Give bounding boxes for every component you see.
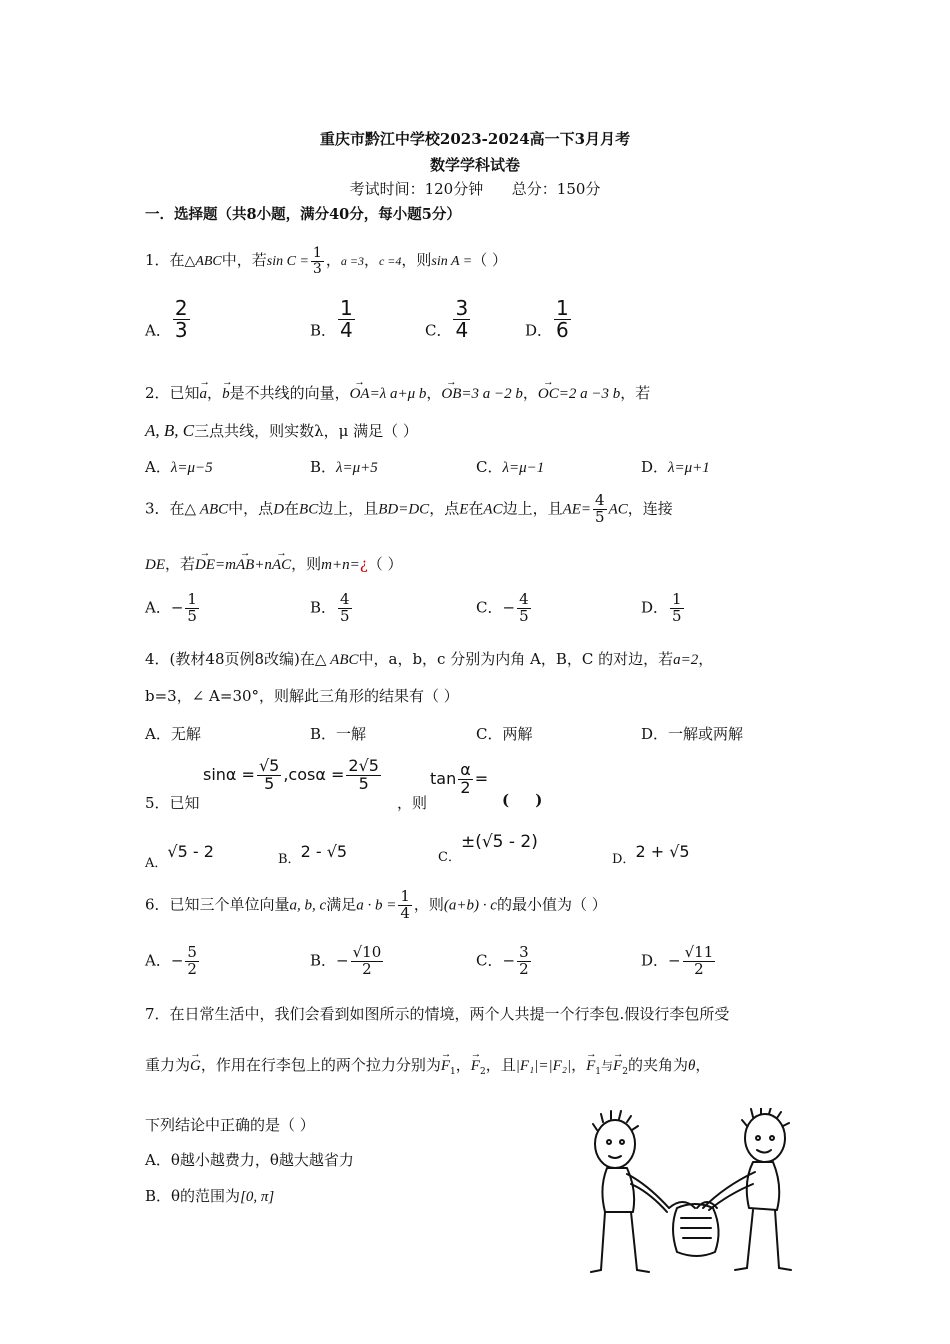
question-4-line1: 4．(教材48页例8改编)在△ ABC中，a，b，c 分别为内角 A，B，C 的对边，若a=2， (145, 650, 714, 668)
question-6: 6．已知三个单位向量a, b, c满足a · b = $\frac{1}{4}$ ，则(a+b) · c的最小值为（ ） (145, 887, 607, 922)
exam-subject: 数学学科试卷 (429, 156, 520, 174)
section-title: 一．选择题（共8小题，满分40分，每小题5分） (145, 206, 461, 223)
question-5-given: sinα = $\frac{√5}{5}$ ,cosα = $\frac{2√5}{5}$ (203, 756, 379, 793)
q2-option-d[interactable]: D．λ=μ+1 (641, 458, 710, 476)
question-7-line3: 下列结论中正确的是（ ） (145, 1116, 315, 1134)
q2-option-a[interactable]: A．λ=μ−5 (145, 458, 213, 476)
q4-option-a[interactable]: A．无解 (145, 725, 201, 743)
exam-info: 考试时间：120分钟 总分：150分 (349, 180, 601, 198)
two-people-carrying-bag-illustration (585, 1108, 810, 1278)
q5-option-a[interactable]: A．√5 - 2 (145, 842, 214, 871)
q1-option-d[interactable]: D． $\frac{1}{6}$ (525, 296, 569, 342)
q6-option-a[interactable]: A．− $\frac{5}{2}$ (145, 943, 197, 978)
q2-option-c[interactable]: C．λ=μ−1 (476, 458, 545, 476)
q5-option-d[interactable]: D．2 + √5 (612, 842, 690, 867)
q1-option-a[interactable]: A． $\frac{2}{3}$ (145, 296, 188, 342)
q1-option-c[interactable]: C． $\frac{3}{4}$ (425, 296, 469, 342)
question-7-line2: 重力为→ G，作用在行李包上的两个拉力分别为→ $F_1$，→ $F_2$，且|F₁|=|F₂|，→ $F_1$与→ $F_2$的夹角为θ， (145, 1054, 710, 1077)
question-5-paren: ( ) (502, 791, 543, 809)
q4-option-d[interactable]: D．一解或两解 (641, 725, 744, 743)
question-5-ask: tan $\frac{\alpha}{2}$ = (430, 760, 489, 797)
q5-option-b[interactable]: B．2 - √5 (278, 842, 348, 867)
question-2-line1: 2．已知→ a，→ b是不共线的向量，→ OA=λ a+μ b，→ OB=3 a −2 b，→ OC=2 a −3 b，若 (145, 382, 650, 403)
bag (673, 1204, 719, 1256)
q4-option-b[interactable]: B．一解 (310, 725, 367, 743)
question-2-line2: A, B, C三点共线，则实数λ，μ 满足（ ） (145, 421, 418, 440)
q6-option-c[interactable]: C．− $\frac{3}{2}$ (476, 943, 529, 978)
q7-option-a[interactable]: A．θ越小越费力，θ越大越省力 (145, 1151, 354, 1169)
q3-option-d[interactable]: D． $\frac{1}{5}$ (641, 590, 682, 625)
q3-option-b[interactable]: B． $\frac{4}{5}$ (310, 590, 350, 625)
question-5-then: ，则 (397, 794, 428, 812)
q6-option-b[interactable]: B．− $\frac{√10}{2}$ (310, 943, 382, 978)
question-3-line1: 3．在△ ABC中，点D在BC边上，且BD=DC，点E在AC边上，且AE= $\frac{4}{5}$ AC，连接 (145, 491, 673, 526)
question-4-line2: b=3，∠ A=30°，则解此三角形的结果有（ ） (145, 687, 459, 705)
q1-option-b[interactable]: B． $\frac{1}{4}$ (310, 296, 353, 342)
q5-option-c[interactable]: C．±(√5 - 2) (438, 832, 538, 865)
question-5-num: 5．已知 (145, 794, 200, 812)
question-7-line1: 7．在日常生活中，我们会看到如图所示的情境，两个人共提一个行李包.假设行李包所受 (145, 1005, 730, 1023)
q2-option-b[interactable]: B．λ=μ+5 (310, 458, 378, 476)
exam-title: 重庆市黔江中学校2023-2024高一下3月月考 (319, 130, 631, 148)
right-person-body (747, 1162, 780, 1210)
q6-option-d[interactable]: D．− $\frac{√11}{2}$ (641, 943, 714, 978)
question-1: 1．在△ABC中，若sin C = $\frac{1}{3}$ ，a =3，c =4，则sin A =（ ） (145, 245, 508, 277)
question-3-line2: DE，若→ DE=m→ AB+n→ AC，则m+n=¿（ ） (145, 553, 403, 574)
right-person-head (745, 1114, 785, 1162)
q3-option-c[interactable]: C．− $\frac{4}{5}$ (476, 590, 529, 625)
left-person-head (595, 1120, 635, 1168)
q4-option-c[interactable]: C．两解 (476, 725, 533, 743)
q7-option-b[interactable]: B．θ的范围为[0, π] (145, 1187, 275, 1205)
q3-option-a[interactable]: A．− $\frac{1}{5}$ (145, 590, 197, 625)
